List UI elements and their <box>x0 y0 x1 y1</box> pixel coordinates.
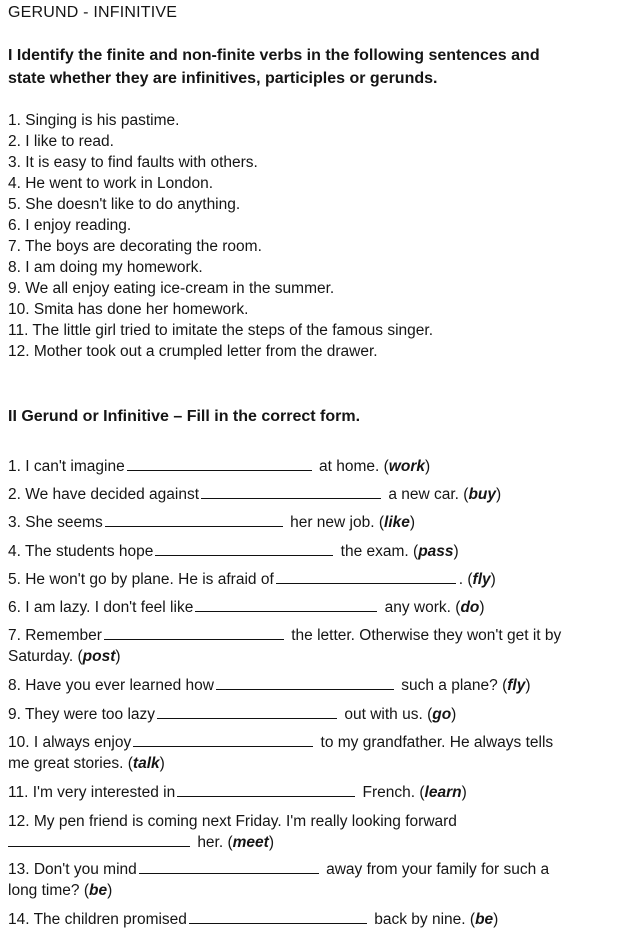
answer-blank[interactable] <box>8 832 190 847</box>
section1-sentence-list <box>8 110 433 362</box>
answer-blank[interactable] <box>189 909 367 924</box>
item-text: 12. My pen friend is coming next Friday. I'm really looking forward <box>8 813 457 830</box>
item-text: Saturday. ( <box>8 648 83 665</box>
item-text: such a plane? ( <box>401 677 508 694</box>
sentence-item: 12. Mother took out a crumpled letter from the drawer. <box>8 343 378 360</box>
item-text: 3. She seems <box>8 514 103 531</box>
item-text: a new car. ( <box>388 486 469 503</box>
item-text: 2. We have decided against <box>8 486 200 503</box>
item-text: 10. I always enjoy <box>8 734 132 751</box>
item-text: her. ( <box>197 834 233 851</box>
answer-blank[interactable] <box>127 456 312 471</box>
exercise-item: 11. I'm very interested in French. (learn) <box>8 784 467 801</box>
verb-hint: fly <box>507 677 526 694</box>
sentence-item: 11. The little girl tried to imitate the steps of the famous singer. <box>8 322 434 339</box>
verb-hint: post <box>82 648 116 665</box>
section1-instruction-line2: state whether they are infinitives, participles or gerunds. <box>8 70 438 87</box>
sentence-item: 4. He went to work in London. <box>8 175 214 192</box>
exercise-item: 3. She seems her new job. (like) <box>8 514 416 531</box>
answer-blank[interactable] <box>276 569 456 584</box>
answer-blank[interactable] <box>155 541 333 556</box>
section1-instruction-line1: I Identify the finite and non-finite verbs in the following sentences and <box>8 47 540 64</box>
sentence-item: 7. The boys are decorating the room. <box>8 238 262 255</box>
exercise-item: 5. He won't go by plane. He is afraid of . (fly) <box>8 571 496 588</box>
item-text: the exam. ( <box>340 543 419 560</box>
sentence-item: 9. We all enjoy eating ice-cream in the summer. <box>8 280 335 297</box>
verb-hint: buy <box>468 486 497 503</box>
verb-hint: fly <box>472 571 491 588</box>
sentence-item: 3. It is easy to find faults with others. <box>8 154 258 171</box>
sentence-item: 6. I enjoy reading. <box>8 217 132 234</box>
exercise-item <box>8 625 633 646</box>
exercise-item <box>8 811 633 832</box>
sentence-item: 8. I am doing my homework. <box>8 259 203 276</box>
item-text: 1. I can't imagine <box>8 458 125 475</box>
answer-blank[interactable] <box>157 704 337 719</box>
item-text: me great stories. ( <box>8 755 133 772</box>
exercise-item: 8. Have you ever learned how such a plane? (fly) <box>8 677 531 694</box>
item-text: her new job. ( <box>290 514 385 531</box>
item-text: to my grandfather. He always tells <box>320 734 554 751</box>
item-text: 8. Have you ever learned how <box>8 677 214 694</box>
item-text: . ( <box>458 571 473 588</box>
section1-instruction <box>8 44 540 90</box>
item-text: long time? ( <box>8 882 89 899</box>
exercise-item: 1. I can't imagine at home. (work) <box>8 458 431 475</box>
answer-blank[interactable] <box>139 859 319 874</box>
exercise-item <box>8 732 633 753</box>
page-title: GERUND - INFINITIVE <box>8 4 178 21</box>
verb-hint: be <box>475 911 494 928</box>
item-text: 7. Remember <box>8 627 102 644</box>
sentence-item: 1. Singing is his pastime. <box>8 112 180 129</box>
answer-blank[interactable] <box>104 625 284 640</box>
sentence-item: 10. Smita has done her homework. <box>8 301 249 318</box>
exercise-item: 4. The students hope the exam. (pass) <box>8 543 459 560</box>
verb-hint: learn <box>424 784 462 801</box>
answer-blank[interactable] <box>133 732 313 747</box>
answer-blank[interactable] <box>216 675 394 690</box>
sentence-item: 2. I like to read. <box>8 133 114 150</box>
sentence-item: 5. She doesn't like to do anything. <box>8 196 241 213</box>
verb-hint: be <box>88 882 108 899</box>
verb-hint: do <box>460 599 480 616</box>
item-text: 4. The students hope <box>8 543 154 560</box>
item-text: 14. The children promised <box>8 911 187 928</box>
exercise-item: 2. We have decided against a new car. (buy) <box>8 486 502 503</box>
section2-instruction: II Gerund or Infinitive – Fill in the correct form. <box>8 408 361 425</box>
exercise-item-continued: long time? (be) <box>8 882 113 899</box>
item-text: French. ( <box>362 784 425 801</box>
item-text: 13. Don't you mind <box>8 861 137 878</box>
item-text: 9. They were too lazy <box>8 706 156 723</box>
verb-hint: like <box>384 514 410 531</box>
verb-hint: work <box>388 458 425 475</box>
item-text: the letter. Otherwise they won't get it by <box>291 627 562 644</box>
item-text: at home. ( <box>319 458 389 475</box>
exercise-item: 14. The children promised back by nine. (be) <box>8 911 499 928</box>
verb-hint: talk <box>132 755 160 772</box>
item-text: away from your family for such a <box>326 861 550 878</box>
item-text: any work. ( <box>384 599 461 616</box>
exercise-item-continued: Saturday. (post) <box>8 648 121 665</box>
item-text: 5. He won't go by plane. He is afraid of <box>8 571 274 588</box>
answer-blank[interactable] <box>195 597 377 612</box>
answer-blank[interactable] <box>105 512 283 527</box>
exercise-item <box>8 859 633 880</box>
exercise-item: 9. They were too lazy out with us. (go) <box>8 706 457 723</box>
verb-hint: go <box>432 706 452 723</box>
answer-blank[interactable] <box>201 484 381 499</box>
item-text: 11. I'm very interested in <box>8 784 176 801</box>
item-text: out with us. ( <box>344 706 433 723</box>
item-text: 6. I am lazy. I don't feel like <box>8 599 194 616</box>
item-text: back by nine. ( <box>374 911 476 928</box>
answer-blank[interactable] <box>177 782 355 797</box>
verb-hint: pass <box>418 543 454 560</box>
exercise-item-continued: her. (meet) <box>8 832 633 853</box>
exercise-item-continued: me great stories. (talk) <box>8 755 165 772</box>
exercise-item: 6. I am lazy. I don't feel like any work. (do) <box>8 599 485 616</box>
verb-hint: meet <box>232 834 269 851</box>
